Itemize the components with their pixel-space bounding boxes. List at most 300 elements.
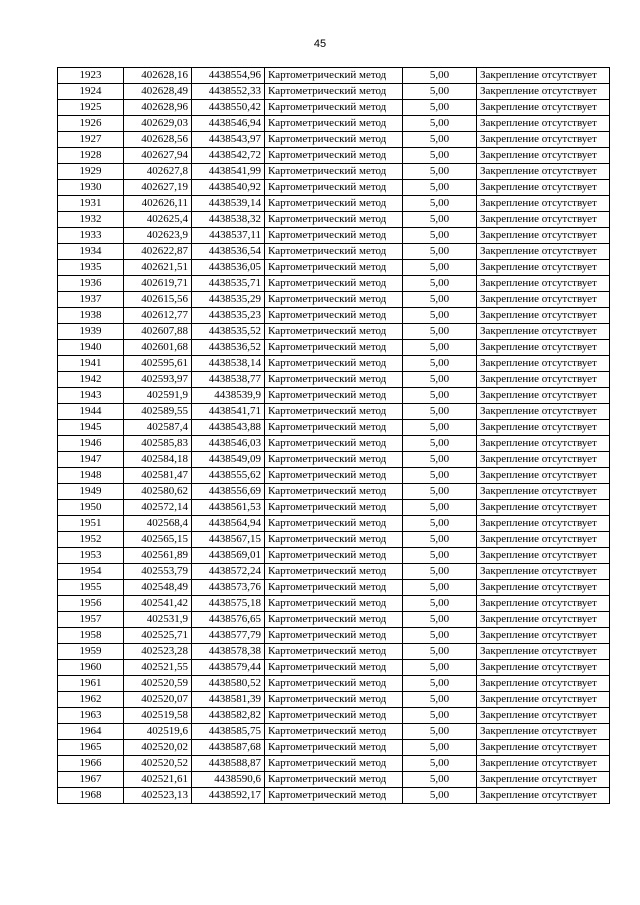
method-cell: Картометрический метод <box>265 500 403 516</box>
x-coordinate-cell: 402627,19 <box>124 180 192 196</box>
method-cell: Картометрический метод <box>265 324 403 340</box>
accuracy-cell: 5,00 <box>403 468 477 484</box>
method-cell: Картометрический метод <box>265 116 403 132</box>
y-coordinate-cell: 4438536,52 <box>192 340 265 356</box>
y-coordinate-cell: 4438575,18 <box>192 596 265 612</box>
x-coordinate-cell: 402612,77 <box>124 308 192 324</box>
accuracy-cell: 5,00 <box>403 404 477 420</box>
coordinates-table <box>57 67 610 804</box>
point-number-cell: 1955 <box>58 580 124 596</box>
table-row <box>58 148 610 164</box>
x-coordinate-cell: 402520,07 <box>124 692 192 708</box>
fixing-description-cell: Закрепление отсутствует <box>477 212 610 228</box>
accuracy-cell: 5,00 <box>403 244 477 260</box>
fixing-description-cell: Закрепление отсутствует <box>477 132 610 148</box>
y-coordinate-cell: 4438538,32 <box>192 212 265 228</box>
y-coordinate-cell: 4438580,52 <box>192 676 265 692</box>
y-coordinate-cell: 4438540,92 <box>192 180 265 196</box>
table-row <box>58 500 610 516</box>
fixing-description-cell: Закрепление отсутствует <box>477 532 610 548</box>
accuracy-cell: 5,00 <box>403 84 477 100</box>
point-number-cell: 1925 <box>58 100 124 116</box>
accuracy-cell: 5,00 <box>403 612 477 628</box>
fixing-description-cell: Закрепление отсутствует <box>477 676 610 692</box>
point-number-cell: 1930 <box>58 180 124 196</box>
method-cell: Картометрический метод <box>265 180 403 196</box>
y-coordinate-cell: 4438582,82 <box>192 708 265 724</box>
fixing-description-cell: Закрепление отсутствует <box>477 324 610 340</box>
fixing-description-cell: Закрепление отсутствует <box>477 516 610 532</box>
table-row <box>58 84 610 100</box>
table-body <box>58 68 610 804</box>
method-cell: Картометрический метод <box>265 596 403 612</box>
fixing-description-cell: Закрепление отсутствует <box>477 260 610 276</box>
point-number-cell: 1952 <box>58 532 124 548</box>
method-cell: Картометрический метод <box>265 516 403 532</box>
fixing-description-cell: Закрепление отсутствует <box>477 660 610 676</box>
point-number-cell: 1947 <box>58 452 124 468</box>
accuracy-cell: 5,00 <box>403 452 477 468</box>
fixing-description-cell: Закрепление отсутствует <box>477 356 610 372</box>
fixing-description-cell: Закрепление отсутствует <box>477 180 610 196</box>
y-coordinate-cell: 4438549,09 <box>192 452 265 468</box>
point-number-cell: 1934 <box>58 244 124 260</box>
point-number-cell: 1931 <box>58 196 124 212</box>
x-coordinate-cell: 402627,8 <box>124 164 192 180</box>
table-row <box>58 324 610 340</box>
point-number-cell: 1962 <box>58 692 124 708</box>
x-coordinate-cell: 402607,88 <box>124 324 192 340</box>
table-row <box>58 260 610 276</box>
point-number-cell: 1929 <box>58 164 124 180</box>
accuracy-cell: 5,00 <box>403 644 477 660</box>
y-coordinate-cell: 4438573,76 <box>192 580 265 596</box>
point-number-cell: 1957 <box>58 612 124 628</box>
x-coordinate-cell: 402595,61 <box>124 356 192 372</box>
fixing-description-cell: Закрепление отсутствует <box>477 84 610 100</box>
accuracy-cell: 5,00 <box>403 196 477 212</box>
point-number-cell: 1949 <box>58 484 124 500</box>
method-cell: Картометрический метод <box>265 404 403 420</box>
accuracy-cell: 5,00 <box>403 756 477 772</box>
y-coordinate-cell: 4438567,15 <box>192 532 265 548</box>
x-coordinate-cell: 402519,6 <box>124 724 192 740</box>
accuracy-cell: 5,00 <box>403 148 477 164</box>
x-coordinate-cell: 402521,55 <box>124 660 192 676</box>
y-coordinate-cell: 4438536,05 <box>192 260 265 276</box>
fixing-description-cell: Закрепление отсутствует <box>477 340 610 356</box>
table-row <box>58 132 610 148</box>
y-coordinate-cell: 4438590,6 <box>192 772 265 788</box>
method-cell: Картометрический метод <box>265 276 403 292</box>
table-row <box>58 484 610 500</box>
x-coordinate-cell: 402523,13 <box>124 788 192 804</box>
y-coordinate-cell: 4438572,24 <box>192 564 265 580</box>
table-row <box>58 100 610 116</box>
y-coordinate-cell: 4438542,72 <box>192 148 265 164</box>
fixing-description-cell: Закрепление отсутствует <box>477 468 610 484</box>
table-row <box>58 516 610 532</box>
point-number-cell: 1945 <box>58 420 124 436</box>
fixing-description-cell: Закрепление отсутствует <box>477 404 610 420</box>
point-number-cell: 1958 <box>58 628 124 644</box>
fixing-description-cell: Закрепление отсутствует <box>477 100 610 116</box>
fixing-description-cell: Закрепление отсутствует <box>477 148 610 164</box>
x-coordinate-cell: 402626,11 <box>124 196 192 212</box>
y-coordinate-cell: 4438535,52 <box>192 324 265 340</box>
point-number-cell: 1959 <box>58 644 124 660</box>
y-coordinate-cell: 4438535,23 <box>192 308 265 324</box>
x-coordinate-cell: 402561,89 <box>124 548 192 564</box>
point-number-cell: 1923 <box>58 68 124 84</box>
method-cell: Картометрический метод <box>265 372 403 388</box>
table-row <box>58 292 610 308</box>
table-row <box>58 308 610 324</box>
x-coordinate-cell: 402628,49 <box>124 84 192 100</box>
method-cell: Картометрический метод <box>265 740 403 756</box>
accuracy-cell: 5,00 <box>403 212 477 228</box>
y-coordinate-cell: 4438541,71 <box>192 404 265 420</box>
accuracy-cell: 5,00 <box>403 500 477 516</box>
method-cell: Картометрический метод <box>265 260 403 276</box>
accuracy-cell: 5,00 <box>403 116 477 132</box>
y-coordinate-cell: 4438588,87 <box>192 756 265 772</box>
x-coordinate-cell: 402525,71 <box>124 628 192 644</box>
accuracy-cell: 5,00 <box>403 580 477 596</box>
table-row <box>58 436 610 452</box>
point-number-cell: 1940 <box>58 340 124 356</box>
fixing-description-cell: Закрепление отсутствует <box>477 596 610 612</box>
x-coordinate-cell: 402572,14 <box>124 500 192 516</box>
x-coordinate-cell: 402628,96 <box>124 100 192 116</box>
fixing-description-cell: Закрепление отсутствует <box>477 196 610 212</box>
x-coordinate-cell: 402628,56 <box>124 132 192 148</box>
method-cell: Картометрический метод <box>265 68 403 84</box>
fixing-description-cell: Закрепление отсутствует <box>477 484 610 500</box>
point-number-cell: 1946 <box>58 436 124 452</box>
method-cell: Картометрический метод <box>265 148 403 164</box>
accuracy-cell: 5,00 <box>403 740 477 756</box>
page-number: 45 <box>313 38 327 50</box>
x-coordinate-cell: 402521,61 <box>124 772 192 788</box>
x-coordinate-cell: 402627,94 <box>124 148 192 164</box>
fixing-description-cell: Закрепление отсутствует <box>477 756 610 772</box>
point-number-cell: 1938 <box>58 308 124 324</box>
y-coordinate-cell: 4438550,42 <box>192 100 265 116</box>
x-coordinate-cell: 402520,02 <box>124 740 192 756</box>
x-coordinate-cell: 402531,9 <box>124 612 192 628</box>
table-row <box>58 740 610 756</box>
method-cell: Картометрический метод <box>265 244 403 260</box>
fixing-description-cell: Закрепление отсутствует <box>477 308 610 324</box>
point-number-cell: 1960 <box>58 660 124 676</box>
table-row <box>58 468 610 484</box>
table-row <box>58 788 610 804</box>
table-row <box>58 660 610 676</box>
method-cell: Картометрический метод <box>265 100 403 116</box>
table-row <box>58 388 610 404</box>
fixing-description-cell: Закрепление отсутствует <box>477 500 610 516</box>
fixing-description-cell: Закрепление отсутствует <box>477 612 610 628</box>
fixing-description-cell: Закрепление отсутствует <box>477 548 610 564</box>
table-row <box>58 676 610 692</box>
table-row <box>58 116 610 132</box>
accuracy-cell: 5,00 <box>403 564 477 580</box>
x-coordinate-cell: 402589,55 <box>124 404 192 420</box>
y-coordinate-cell: 4438578,38 <box>192 644 265 660</box>
fixing-description-cell: Закрепление отсутствует <box>477 708 610 724</box>
method-cell: Картометрический метод <box>265 196 403 212</box>
accuracy-cell: 5,00 <box>403 516 477 532</box>
x-coordinate-cell: 402581,47 <box>124 468 192 484</box>
method-cell: Картометрический метод <box>265 580 403 596</box>
method-cell: Картометрический метод <box>265 708 403 724</box>
method-cell: Картометрический метод <box>265 756 403 772</box>
y-coordinate-cell: 4438539,14 <box>192 196 265 212</box>
method-cell: Картометрический метод <box>265 628 403 644</box>
y-coordinate-cell: 4438536,54 <box>192 244 265 260</box>
point-number-cell: 1963 <box>58 708 124 724</box>
accuracy-cell: 5,00 <box>403 660 477 676</box>
table-row <box>58 276 610 292</box>
y-coordinate-cell: 4438538,77 <box>192 372 265 388</box>
fixing-description-cell: Закрепление отсутствует <box>477 388 610 404</box>
point-number-cell: 1951 <box>58 516 124 532</box>
method-cell: Картометрический метод <box>265 548 403 564</box>
table-row <box>58 196 610 212</box>
table-row <box>58 340 610 356</box>
x-coordinate-cell: 402621,51 <box>124 260 192 276</box>
method-cell: Картометрический метод <box>265 452 403 468</box>
y-coordinate-cell: 4438543,97 <box>192 132 265 148</box>
point-number-cell: 1942 <box>58 372 124 388</box>
method-cell: Картометрический метод <box>265 692 403 708</box>
point-number-cell: 1943 <box>58 388 124 404</box>
accuracy-cell: 5,00 <box>403 132 477 148</box>
accuracy-cell: 5,00 <box>403 276 477 292</box>
method-cell: Картометрический метод <box>265 772 403 788</box>
point-number-cell: 1954 <box>58 564 124 580</box>
point-number-cell: 1941 <box>58 356 124 372</box>
accuracy-cell: 5,00 <box>403 596 477 612</box>
point-number-cell: 1944 <box>58 404 124 420</box>
table-row <box>58 548 610 564</box>
point-number-cell: 1935 <box>58 260 124 276</box>
accuracy-cell: 5,00 <box>403 676 477 692</box>
y-coordinate-cell: 4438552,33 <box>192 84 265 100</box>
accuracy-cell: 5,00 <box>403 180 477 196</box>
y-coordinate-cell: 4438561,53 <box>192 500 265 516</box>
y-coordinate-cell: 4438541,99 <box>192 164 265 180</box>
method-cell: Картометрический метод <box>265 788 403 804</box>
fixing-description-cell: Закрепление отсутствует <box>477 692 610 708</box>
table-row <box>58 596 610 612</box>
accuracy-cell: 5,00 <box>403 68 477 84</box>
accuracy-cell: 5,00 <box>403 372 477 388</box>
method-cell: Картометрический метод <box>265 212 403 228</box>
accuracy-cell: 5,00 <box>403 484 477 500</box>
method-cell: Картометрический метод <box>265 532 403 548</box>
point-number-cell: 1956 <box>58 596 124 612</box>
point-number-cell: 1953 <box>58 548 124 564</box>
fixing-description-cell: Закрепление отсутствует <box>477 244 610 260</box>
accuracy-cell: 5,00 <box>403 436 477 452</box>
point-number-cell: 1966 <box>58 756 124 772</box>
table-row <box>58 612 610 628</box>
y-coordinate-cell: 4438554,96 <box>192 68 265 84</box>
table-row <box>58 68 610 84</box>
y-coordinate-cell: 4438576,65 <box>192 612 265 628</box>
x-coordinate-cell: 402591,9 <box>124 388 192 404</box>
x-coordinate-cell: 402628,16 <box>124 68 192 84</box>
method-cell: Картометрический метод <box>265 612 403 628</box>
method-cell: Картометрический метод <box>265 132 403 148</box>
accuracy-cell: 5,00 <box>403 772 477 788</box>
table-row <box>58 692 610 708</box>
fixing-description-cell: Закрепление отсутствует <box>477 276 610 292</box>
y-coordinate-cell: 4438546,94 <box>192 116 265 132</box>
table-row <box>58 532 610 548</box>
fixing-description-cell: Закрепление отсутствует <box>477 580 610 596</box>
fixing-description-cell: Закрепление отсутствует <box>477 436 610 452</box>
x-coordinate-cell: 402601,68 <box>124 340 192 356</box>
fixing-description-cell: Закрепление отсутствует <box>477 116 610 132</box>
table-row <box>58 164 610 180</box>
fixing-description-cell: Закрепление отсутствует <box>477 772 610 788</box>
fixing-description-cell: Закрепление отсутствует <box>477 740 610 756</box>
x-coordinate-cell: 402580,62 <box>124 484 192 500</box>
point-number-cell: 1939 <box>58 324 124 340</box>
point-number-cell: 1927 <box>58 132 124 148</box>
y-coordinate-cell: 4438564,94 <box>192 516 265 532</box>
method-cell: Картометрический метод <box>265 388 403 404</box>
method-cell: Картометрический метод <box>265 484 403 500</box>
table-row <box>58 580 610 596</box>
accuracy-cell: 5,00 <box>403 356 477 372</box>
x-coordinate-cell: 402585,83 <box>124 436 192 452</box>
x-coordinate-cell: 402625,4 <box>124 212 192 228</box>
accuracy-cell: 5,00 <box>403 388 477 404</box>
y-coordinate-cell: 4438539,9 <box>192 388 265 404</box>
accuracy-cell: 5,00 <box>403 164 477 180</box>
point-number-cell: 1924 <box>58 84 124 100</box>
y-coordinate-cell: 4438585,75 <box>192 724 265 740</box>
y-coordinate-cell: 4438546,03 <box>192 436 265 452</box>
point-number-cell: 1950 <box>58 500 124 516</box>
y-coordinate-cell: 4438581,39 <box>192 692 265 708</box>
x-coordinate-cell: 402519,58 <box>124 708 192 724</box>
x-coordinate-cell: 402548,49 <box>124 580 192 596</box>
method-cell: Картометрический метод <box>265 164 403 180</box>
accuracy-cell: 5,00 <box>403 788 477 804</box>
accuracy-cell: 5,00 <box>403 628 477 644</box>
point-number-cell: 1961 <box>58 676 124 692</box>
accuracy-cell: 5,00 <box>403 724 477 740</box>
table-row <box>58 244 610 260</box>
point-number-cell: 1968 <box>58 788 124 804</box>
method-cell: Картометрический метод <box>265 308 403 324</box>
point-number-cell: 1926 <box>58 116 124 132</box>
table-row <box>58 628 610 644</box>
point-number-cell: 1964 <box>58 724 124 740</box>
x-coordinate-cell: 402565,15 <box>124 532 192 548</box>
accuracy-cell: 5,00 <box>403 100 477 116</box>
y-coordinate-cell: 4438535,71 <box>192 276 265 292</box>
fixing-description-cell: Закрепление отсутствует <box>477 644 610 660</box>
y-coordinate-cell: 4438587,68 <box>192 740 265 756</box>
fixing-description-cell: Закрепление отсутствует <box>477 372 610 388</box>
x-coordinate-cell: 402553,79 <box>124 564 192 580</box>
y-coordinate-cell: 4438579,44 <box>192 660 265 676</box>
x-coordinate-cell: 402622,87 <box>124 244 192 260</box>
fixing-description-cell: Закрепление отсутствует <box>477 452 610 468</box>
table-row <box>58 404 610 420</box>
x-coordinate-cell: 402623,9 <box>124 228 192 244</box>
accuracy-cell: 5,00 <box>403 292 477 308</box>
y-coordinate-cell: 4438537,11 <box>192 228 265 244</box>
method-cell: Картометрический метод <box>265 468 403 484</box>
x-coordinate-cell: 402593,97 <box>124 372 192 388</box>
accuracy-cell: 5,00 <box>403 532 477 548</box>
method-cell: Картометрический метод <box>265 84 403 100</box>
point-number-cell: 1948 <box>58 468 124 484</box>
accuracy-cell: 5,00 <box>403 324 477 340</box>
fixing-description-cell: Закрепление отсутствует <box>477 164 610 180</box>
method-cell: Картометрический метод <box>265 340 403 356</box>
y-coordinate-cell: 4438592,17 <box>192 788 265 804</box>
point-number-cell: 1937 <box>58 292 124 308</box>
fixing-description-cell: Закрепление отсутствует <box>477 724 610 740</box>
method-cell: Картометрический метод <box>265 724 403 740</box>
x-coordinate-cell: 402523,28 <box>124 644 192 660</box>
accuracy-cell: 5,00 <box>403 708 477 724</box>
table-row <box>58 212 610 228</box>
method-cell: Картометрический метод <box>265 436 403 452</box>
accuracy-cell: 5,00 <box>403 260 477 276</box>
fixing-description-cell: Закрепление отсутствует <box>477 788 610 804</box>
table-row <box>58 772 610 788</box>
y-coordinate-cell: 4438555,62 <box>192 468 265 484</box>
table-row <box>58 564 610 580</box>
table-row <box>58 708 610 724</box>
table-row <box>58 452 610 468</box>
y-coordinate-cell: 4438577,79 <box>192 628 265 644</box>
accuracy-cell: 5,00 <box>403 420 477 436</box>
x-coordinate-cell: 402520,52 <box>124 756 192 772</box>
table-row <box>58 644 610 660</box>
y-coordinate-cell: 4438543,88 <box>192 420 265 436</box>
y-coordinate-cell: 4438569,01 <box>192 548 265 564</box>
x-coordinate-cell: 402520,59 <box>124 676 192 692</box>
table-row <box>58 228 610 244</box>
table-row <box>58 724 610 740</box>
fixing-description-cell: Закрепление отсутствует <box>477 420 610 436</box>
y-coordinate-cell: 4438556,69 <box>192 484 265 500</box>
method-cell: Картометрический метод <box>265 356 403 372</box>
x-coordinate-cell: 402584,18 <box>124 452 192 468</box>
table-row <box>58 372 610 388</box>
x-coordinate-cell: 402568,4 <box>124 516 192 532</box>
table-row <box>58 420 610 436</box>
x-coordinate-cell: 402587,4 <box>124 420 192 436</box>
method-cell: Картометрический метод <box>265 660 403 676</box>
accuracy-cell: 5,00 <box>403 692 477 708</box>
method-cell: Картометрический метод <box>265 420 403 436</box>
point-number-cell: 1967 <box>58 772 124 788</box>
fixing-description-cell: Закрепление отсутствует <box>477 228 610 244</box>
accuracy-cell: 5,00 <box>403 548 477 564</box>
y-coordinate-cell: 4438538,14 <box>192 356 265 372</box>
